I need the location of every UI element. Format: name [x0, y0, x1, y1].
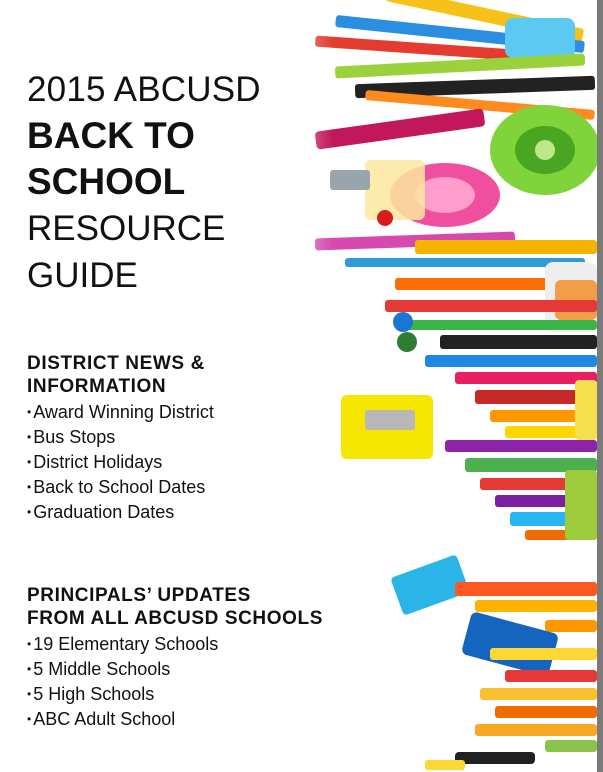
bullet-icon: •: [27, 505, 32, 519]
bullet-icon: •: [27, 687, 32, 701]
district-items-list: [27, 400, 214, 525]
bullet-icon: •: [27, 480, 32, 494]
list-item: [27, 500, 214, 525]
principals-section-heading: [27, 584, 323, 630]
district-heading-line2: INFORMATION: [27, 376, 167, 397]
district-section-heading: [27, 352, 205, 398]
bullet-icon: •: [27, 712, 32, 726]
principals-item-text: 5 Middle Schools: [33, 659, 171, 679]
list-item: [27, 707, 218, 732]
principals-items-list: [27, 632, 218, 732]
list-item: [27, 682, 218, 707]
list-item: [27, 632, 218, 657]
title-back-to: BACK TO: [27, 115, 195, 156]
title-resource: RESOURCE: [27, 209, 226, 248]
list-item: [27, 657, 218, 682]
district-item-text: District Holidays: [33, 452, 163, 472]
bullet-icon: •: [27, 430, 32, 444]
list-item: [27, 425, 214, 450]
list-item: [27, 450, 214, 475]
bullet-icon: •: [27, 405, 32, 419]
principals-item-text: 19 Elementary Schools: [33, 634, 219, 654]
bullet-icon: •: [27, 662, 32, 676]
school-supplies-illustration: [245, 0, 597, 772]
page-edge: [597, 0, 603, 772]
principals-heading-line2: FROM ALL ABCUSD SCHOOLS: [27, 608, 323, 629]
list-item: [27, 475, 214, 500]
list-item: [27, 400, 214, 425]
district-item-text: Graduation Dates: [33, 502, 175, 522]
principals-item-text: 5 High Schools: [33, 684, 155, 704]
bullet-icon: •: [27, 455, 32, 469]
principals-heading-line1: PRINCIPALS’ UPDATES: [27, 585, 251, 606]
district-item-text: Bus Stops: [33, 427, 116, 447]
bullet-icon: •: [27, 637, 32, 651]
principals-item-text: ABC Adult School: [33, 709, 176, 729]
title-year-line: 2015 ABCUSD: [27, 70, 261, 109]
title-school: SCHOOL: [27, 161, 186, 202]
district-item-text: Back to School Dates: [33, 477, 206, 497]
title-guide: GUIDE: [27, 256, 138, 295]
district-item-text: Award Winning District: [33, 402, 214, 422]
district-heading-line1: DISTRICT NEWS &: [27, 353, 205, 374]
